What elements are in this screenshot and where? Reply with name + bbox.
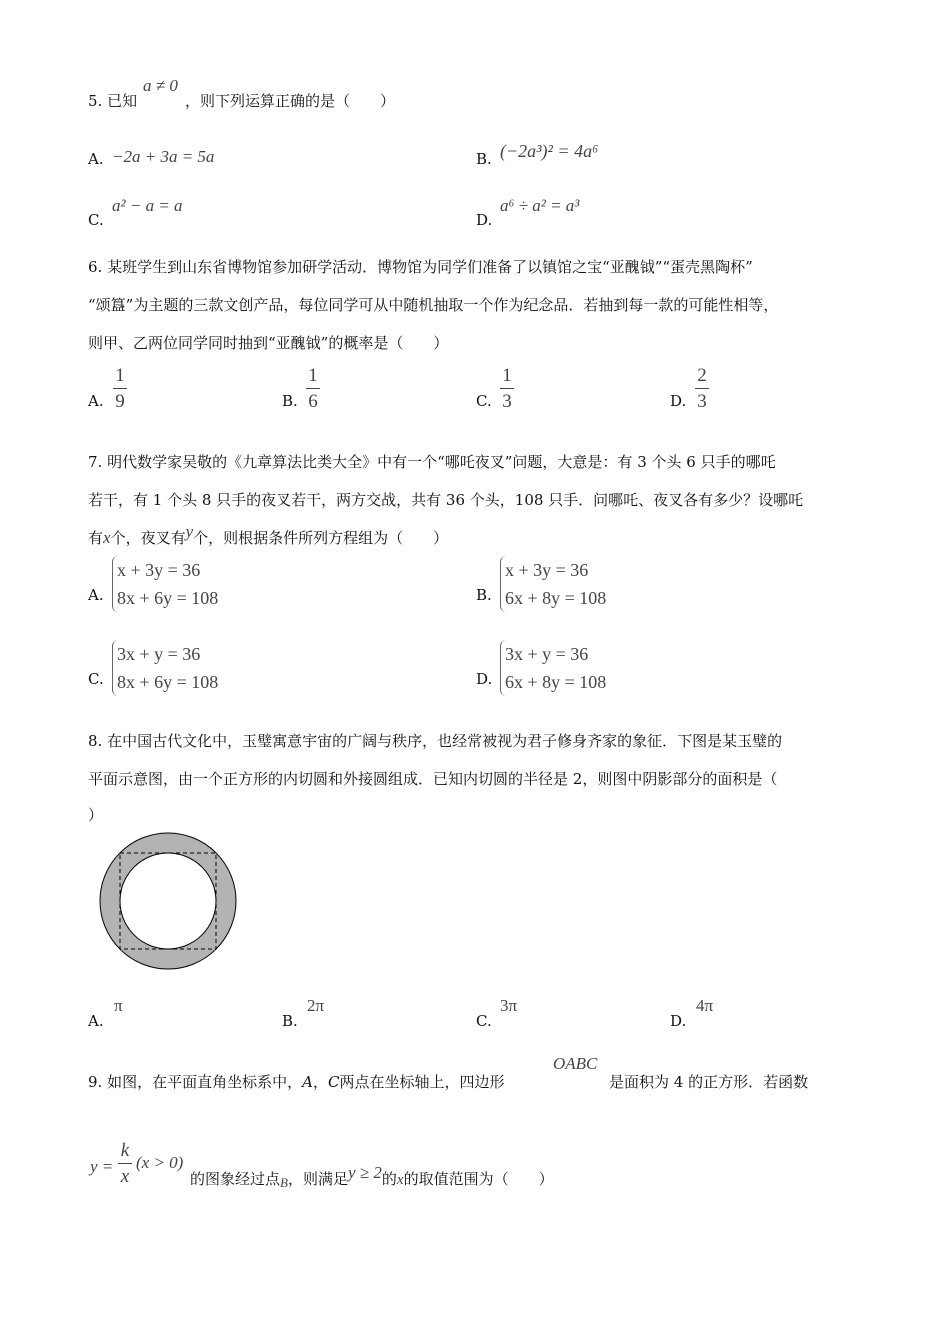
inner-circle xyxy=(120,853,216,949)
q9-point-a: A xyxy=(302,1073,313,1091)
q7-option-d-system: 3x + y = 36 6x + 8y = 108 xyxy=(500,640,606,696)
q8-option-b-label: B. xyxy=(282,1012,298,1030)
q5-condition: a ≠ 0 xyxy=(143,76,178,95)
q5-option-c-expr: a² − a = a xyxy=(112,196,183,215)
q7-option-a-label: A. xyxy=(88,586,104,604)
q7-option-d-label: D. xyxy=(476,670,493,688)
q6-option-b-label: B. xyxy=(282,392,298,410)
q5-option-d-label: D. xyxy=(476,211,493,229)
q8-option-c-label: C. xyxy=(476,1012,492,1030)
q9-shape-name: OABC xyxy=(553,1054,598,1073)
q5-stem-post: ，则下列运算正确的是（ ） xyxy=(185,92,396,110)
jade-disc-diagram xyxy=(98,832,238,972)
q6-line-1: 6. 某班学生到山东省博物馆参加研学活动．博物馆为同学们准备了以镇馆之宝“亚醜钺”“蛋壳黑陶杯” xyxy=(88,258,753,276)
q6-line-2: “颂簋”为主题的三款文创产品，每位同学可从中随机抽取一个作为纪念品．若抽到每一款的可能性相等， xyxy=(88,296,779,314)
q9-point-c: C xyxy=(327,1073,340,1091)
q7-option-a-system: x + 3y = 36 8x + 6y = 108 xyxy=(112,556,218,612)
q8-option-b-expr: 2π xyxy=(307,996,325,1015)
q8-option-d-expr: 4π xyxy=(696,996,714,1015)
q7-var-x: x xyxy=(103,528,111,547)
q9-point-b: B xyxy=(280,1175,288,1190)
q9-var-x: x xyxy=(396,1172,404,1188)
q6-option-c-fraction: 1 3 xyxy=(500,366,514,411)
q6-option-d-fraction: 2 3 xyxy=(695,366,709,411)
q7-option-c-label: C. xyxy=(88,670,104,688)
q5-option-a-label: A. xyxy=(88,150,104,168)
q6-option-b-fraction: 1 6 xyxy=(306,366,320,411)
q8-option-a-expr: π xyxy=(114,996,123,1015)
q9-func-lhs: y = xyxy=(90,1157,114,1176)
q9-func-domain: (x > 0) xyxy=(136,1153,184,1172)
q7-line-3: 有x个，夜叉有y个，则根据条件所列方程组为（ ） xyxy=(88,522,449,547)
q6-option-d-label: D. xyxy=(670,392,687,410)
q8-line-1: 8. 在中国古代文化中，玉璧寓意宇宙的广阔与秩序，也经常被视为君子修身齐家的象征．下图是某玉璧的 xyxy=(88,732,783,750)
q6-line-3: 则甲、乙两位同学同时抽到“亚醜钺”的概率是（ ） xyxy=(88,334,449,352)
q7-option-b-label: B. xyxy=(476,586,492,604)
q9-line-2: 的图象经过点B，则满足y ≥ 2的x的取值范围为（ ） xyxy=(190,1163,554,1190)
q7-var-y: y xyxy=(185,522,194,541)
q5-option-b-label: B. xyxy=(476,150,492,168)
q5-option-a-expr: −2a + 3a = 5a xyxy=(112,147,215,166)
q6-option-c-label: C. xyxy=(476,392,492,410)
q7-line-2: 若干，有 1 个头 8 只手的夜叉若干，两方交战，共有 36 个头，108 只手．问哪吒、夜叉各有多少？设哪吒 xyxy=(88,491,804,509)
q8-option-a-label: A. xyxy=(88,1012,104,1030)
q6-option-a-fraction: 1 9 xyxy=(113,366,127,411)
q9-func-fraction: k x xyxy=(118,1141,132,1186)
q9-line-1-end: 是面积为 4 的正方形．若函数 xyxy=(609,1073,809,1091)
q6-option-a-label: A. xyxy=(88,392,104,410)
q7-option-b-system: x + 3y = 36 6x + 8y = 108 xyxy=(500,556,606,612)
q7-line-1: 7. 明代数学家吴敬的《九章算法比类大全》中有一个“哪吒夜叉”问题，大意是：有 3 个头 6 只手的哪吒 xyxy=(88,453,776,471)
q8-option-d-label: D. xyxy=(670,1012,687,1030)
q5-option-d-expr: a⁶ ÷ a² = a³ xyxy=(500,196,580,215)
q5-option-b-expr: (−2a³)² = 4a⁶ xyxy=(500,141,599,161)
q5-option-c-label: C. xyxy=(88,211,104,229)
q9-line-1: 9. 如图，在平面直角坐标系中，A，C两点在坐标轴上，四边形 xyxy=(88,1073,505,1091)
q8-line-2: 平面示意图，由一个正方形的内切圆和外接圆组成．已知内切圆的半径是 2，则图中阴影部分的面积是（ xyxy=(88,770,778,788)
q5-stem-text: 5. 已知 xyxy=(88,92,138,110)
q5-stem xyxy=(88,90,137,111)
q9-inequality: y ≥ 2 xyxy=(347,1163,382,1182)
q7-option-c-system: 3x + y = 36 8x + 6y = 108 xyxy=(112,640,218,696)
q8-option-c-expr: 3π xyxy=(500,996,518,1015)
q8-line-3: ） xyxy=(88,806,104,824)
